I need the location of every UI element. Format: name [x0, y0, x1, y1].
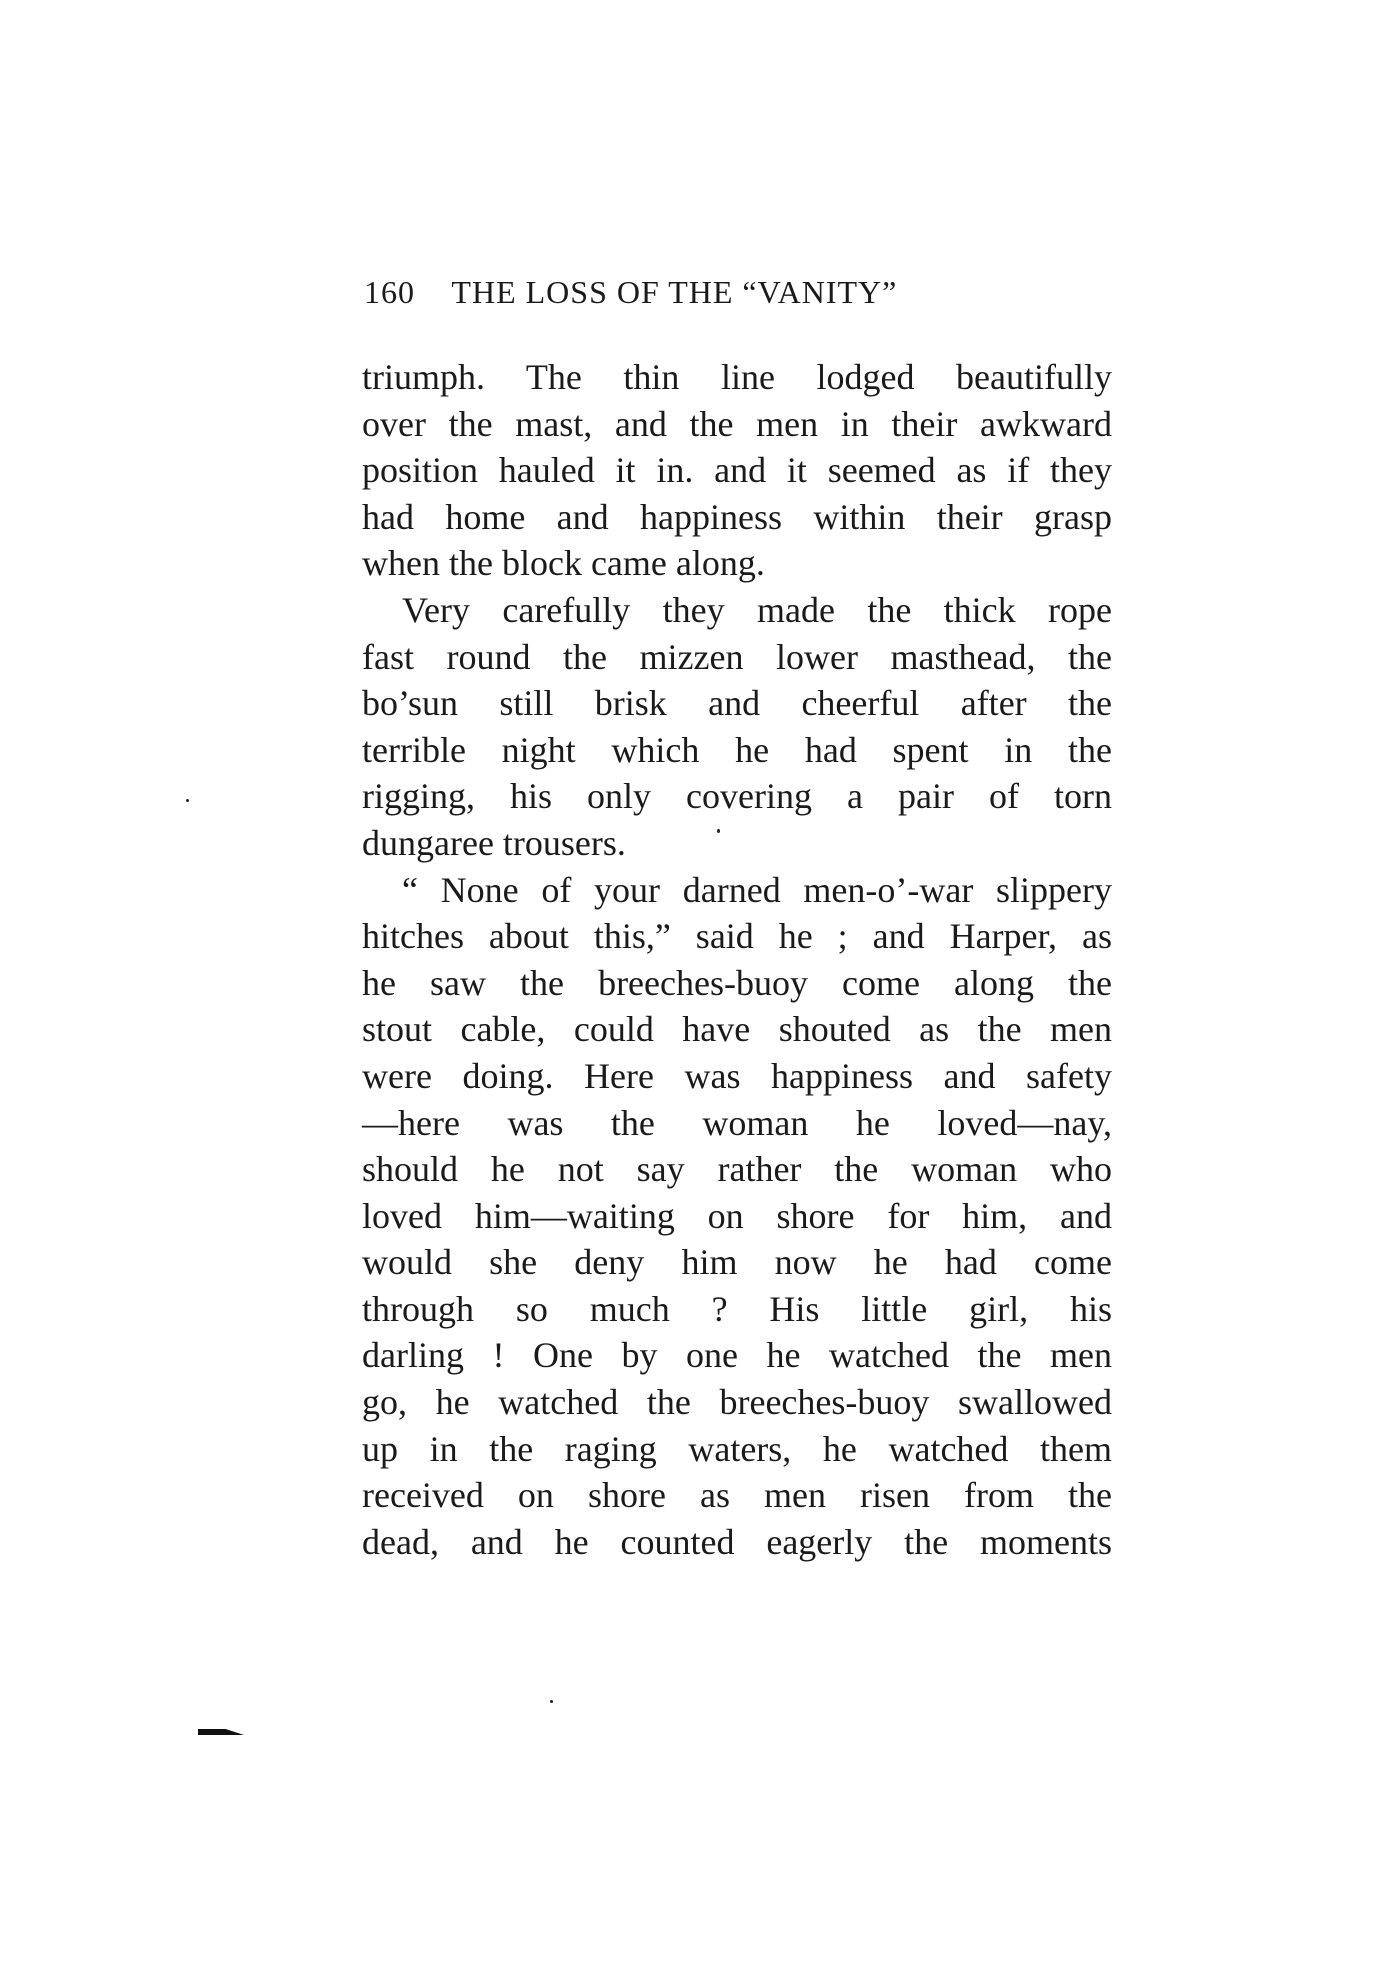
stray-ink-dot: [717, 829, 720, 833]
text-line: dungaree trousers.: [362, 822, 626, 863]
text-line: up in the raging waters, he watched them: [362, 1428, 1112, 1469]
text-line: darling ! One by one he watched the men: [362, 1335, 1112, 1376]
text-line: over the mast, and the men in their awkward: [362, 403, 1112, 444]
stray-ink-dot: [186, 799, 189, 802]
text-line: loved him—waiting on shore for him, and: [362, 1195, 1112, 1236]
text-line: had home and happiness within their grasp: [362, 496, 1112, 537]
page-number: 160: [364, 274, 415, 310]
text-line: go, he watched the breeches-buoy swallowed: [362, 1382, 1112, 1423]
text-line: he saw the breeches-buoy come along the: [362, 962, 1112, 1003]
text-line: stout cable, could have shouted as the men: [362, 1009, 1112, 1050]
scan-edge-mark: [198, 1729, 244, 1735]
stray-ink-dot: [550, 1700, 553, 1703]
text-line: “ None of your darned men-o’-war slippery: [402, 869, 1112, 910]
text-line: Very carefully they made the thick rope: [402, 589, 1112, 630]
text-line: bo’sun still brisk and cheerful after the: [362, 683, 1112, 724]
text-line: through so much ? His little girl, his: [362, 1288, 1112, 1329]
text-line: when the block came along.: [362, 543, 765, 584]
text-line: —here was the woman he loved—nay,: [362, 1102, 1112, 1143]
text-line: rigging, his only covering a pair of torn: [362, 776, 1112, 817]
running-head: [364, 274, 1124, 311]
text-line: fast round the mizzen lower masthead, the: [362, 636, 1112, 677]
text-line: hitches about this,” said he ; and Harper, as: [362, 916, 1112, 957]
text-line: would she deny him now he had come: [362, 1242, 1112, 1283]
running-title: THE LOSS OF THE “VANITY”: [451, 274, 898, 310]
text-line: should he not say rather the woman who: [362, 1149, 1112, 1190]
text-line: were doing. Here was happiness and safety: [362, 1055, 1112, 1096]
text-line: terrible night which he had spent in the: [362, 729, 1112, 770]
text-line: position hauled it in. and it seemed as if they: [362, 450, 1112, 491]
body-text: [362, 354, 1112, 1565]
text-line: triumph. The thin line lodged beautifully: [362, 357, 1112, 397]
text-line: dead, and he counted eagerly the moments: [362, 1521, 1112, 1562]
text-line: received on shore as men risen from the: [362, 1475, 1112, 1516]
